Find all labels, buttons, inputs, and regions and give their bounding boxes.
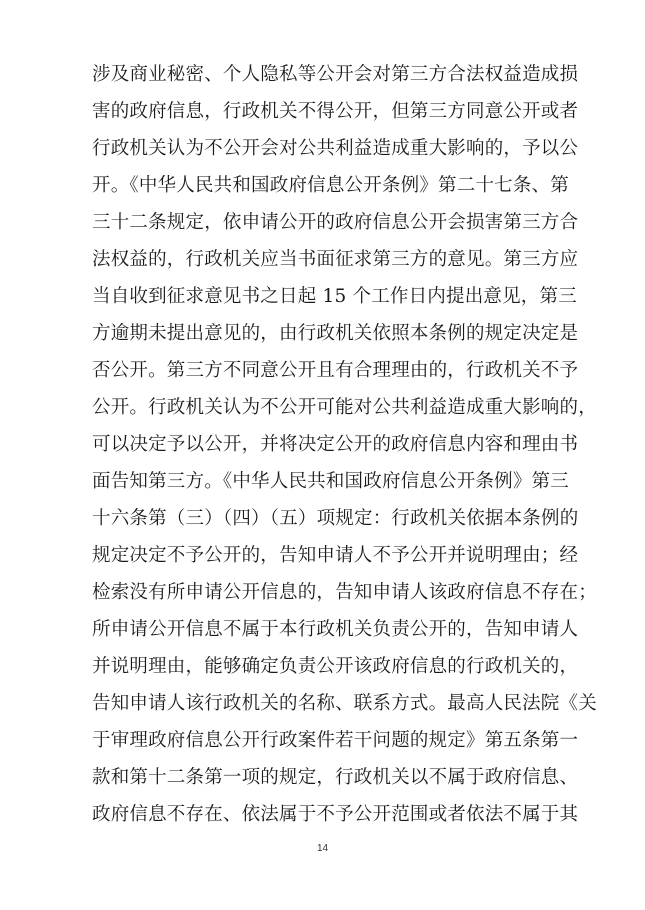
text-line: 面告知第三方。《中华人民共和国政府信息公开条例》第三 [92, 471, 569, 492]
text-line: 告知申请人该行政机关的名称、联系方式。最高人民法院《关 [92, 693, 597, 714]
text-line: 检索没有所申请公开信息的，告知申请人该政府信息不存在； [92, 582, 597, 603]
text-line: 政府信息不存在、依法属于不予公开范围或者依法不属于其 [92, 804, 579, 825]
text-line: 行政机关认为不公开会对公共利益造成重大影响的，予以公 [92, 138, 579, 159]
body-text [92, 56, 597, 833]
text-line: 涉及商业秘密、个人隐私等公开会对第三方合法权益造成损 [92, 64, 579, 85]
text-line: 款和第十二条第一项的规定，行政机关以不属于政府信息、 [92, 767, 579, 788]
text-line: 法权益的，行政机关应当书面征求第三方的意见。第三方应 [92, 249, 579, 270]
text-line: 公开。行政机关认为不公开可能对公共利益造成重大影响的， [92, 397, 597, 418]
text-line: 方逾期未提出意见的，由行政机关依照本条例的规定决定是 [92, 323, 579, 344]
text-line: 三十二条规定，依申请公开的政府信息公开会损害第三方合 [92, 212, 579, 233]
page-number: 14 [316, 843, 329, 854]
text-line: 规定决定不予公开的，告知申请人不予公开并说明理由；经 [92, 545, 579, 566]
text-line: 当自收到征求意见书之日起 15 个工作日内提出意见，第三 [92, 286, 577, 307]
text-line: 所申请公开信息不属于本行政机关负责公开的，告知申请人 [92, 619, 579, 640]
text-line: 害的政府信息，行政机关不得公开，但第三方同意公开或者 [92, 101, 579, 122]
text-line: 开。《中华人民共和国政府信息公开条例》第二十七条、第 [92, 175, 569, 196]
text-line: 十六条第（三）（四）（五）项规定：行政机关依据本条例的 [92, 508, 579, 529]
text-line: 否公开。第三方不同意公开且有合理理由的，行政机关不予 [92, 360, 579, 381]
text-line: 可以决定予以公开，并将决定公开的政府信息内容和理由书 [92, 434, 579, 455]
text-line: 并说明理由，能够确定负责公开该政府信息的行政机关的， [92, 656, 579, 677]
text-line: 于审理政府信息公开行政案件若干问题的规定》第五条第一 [92, 730, 579, 751]
